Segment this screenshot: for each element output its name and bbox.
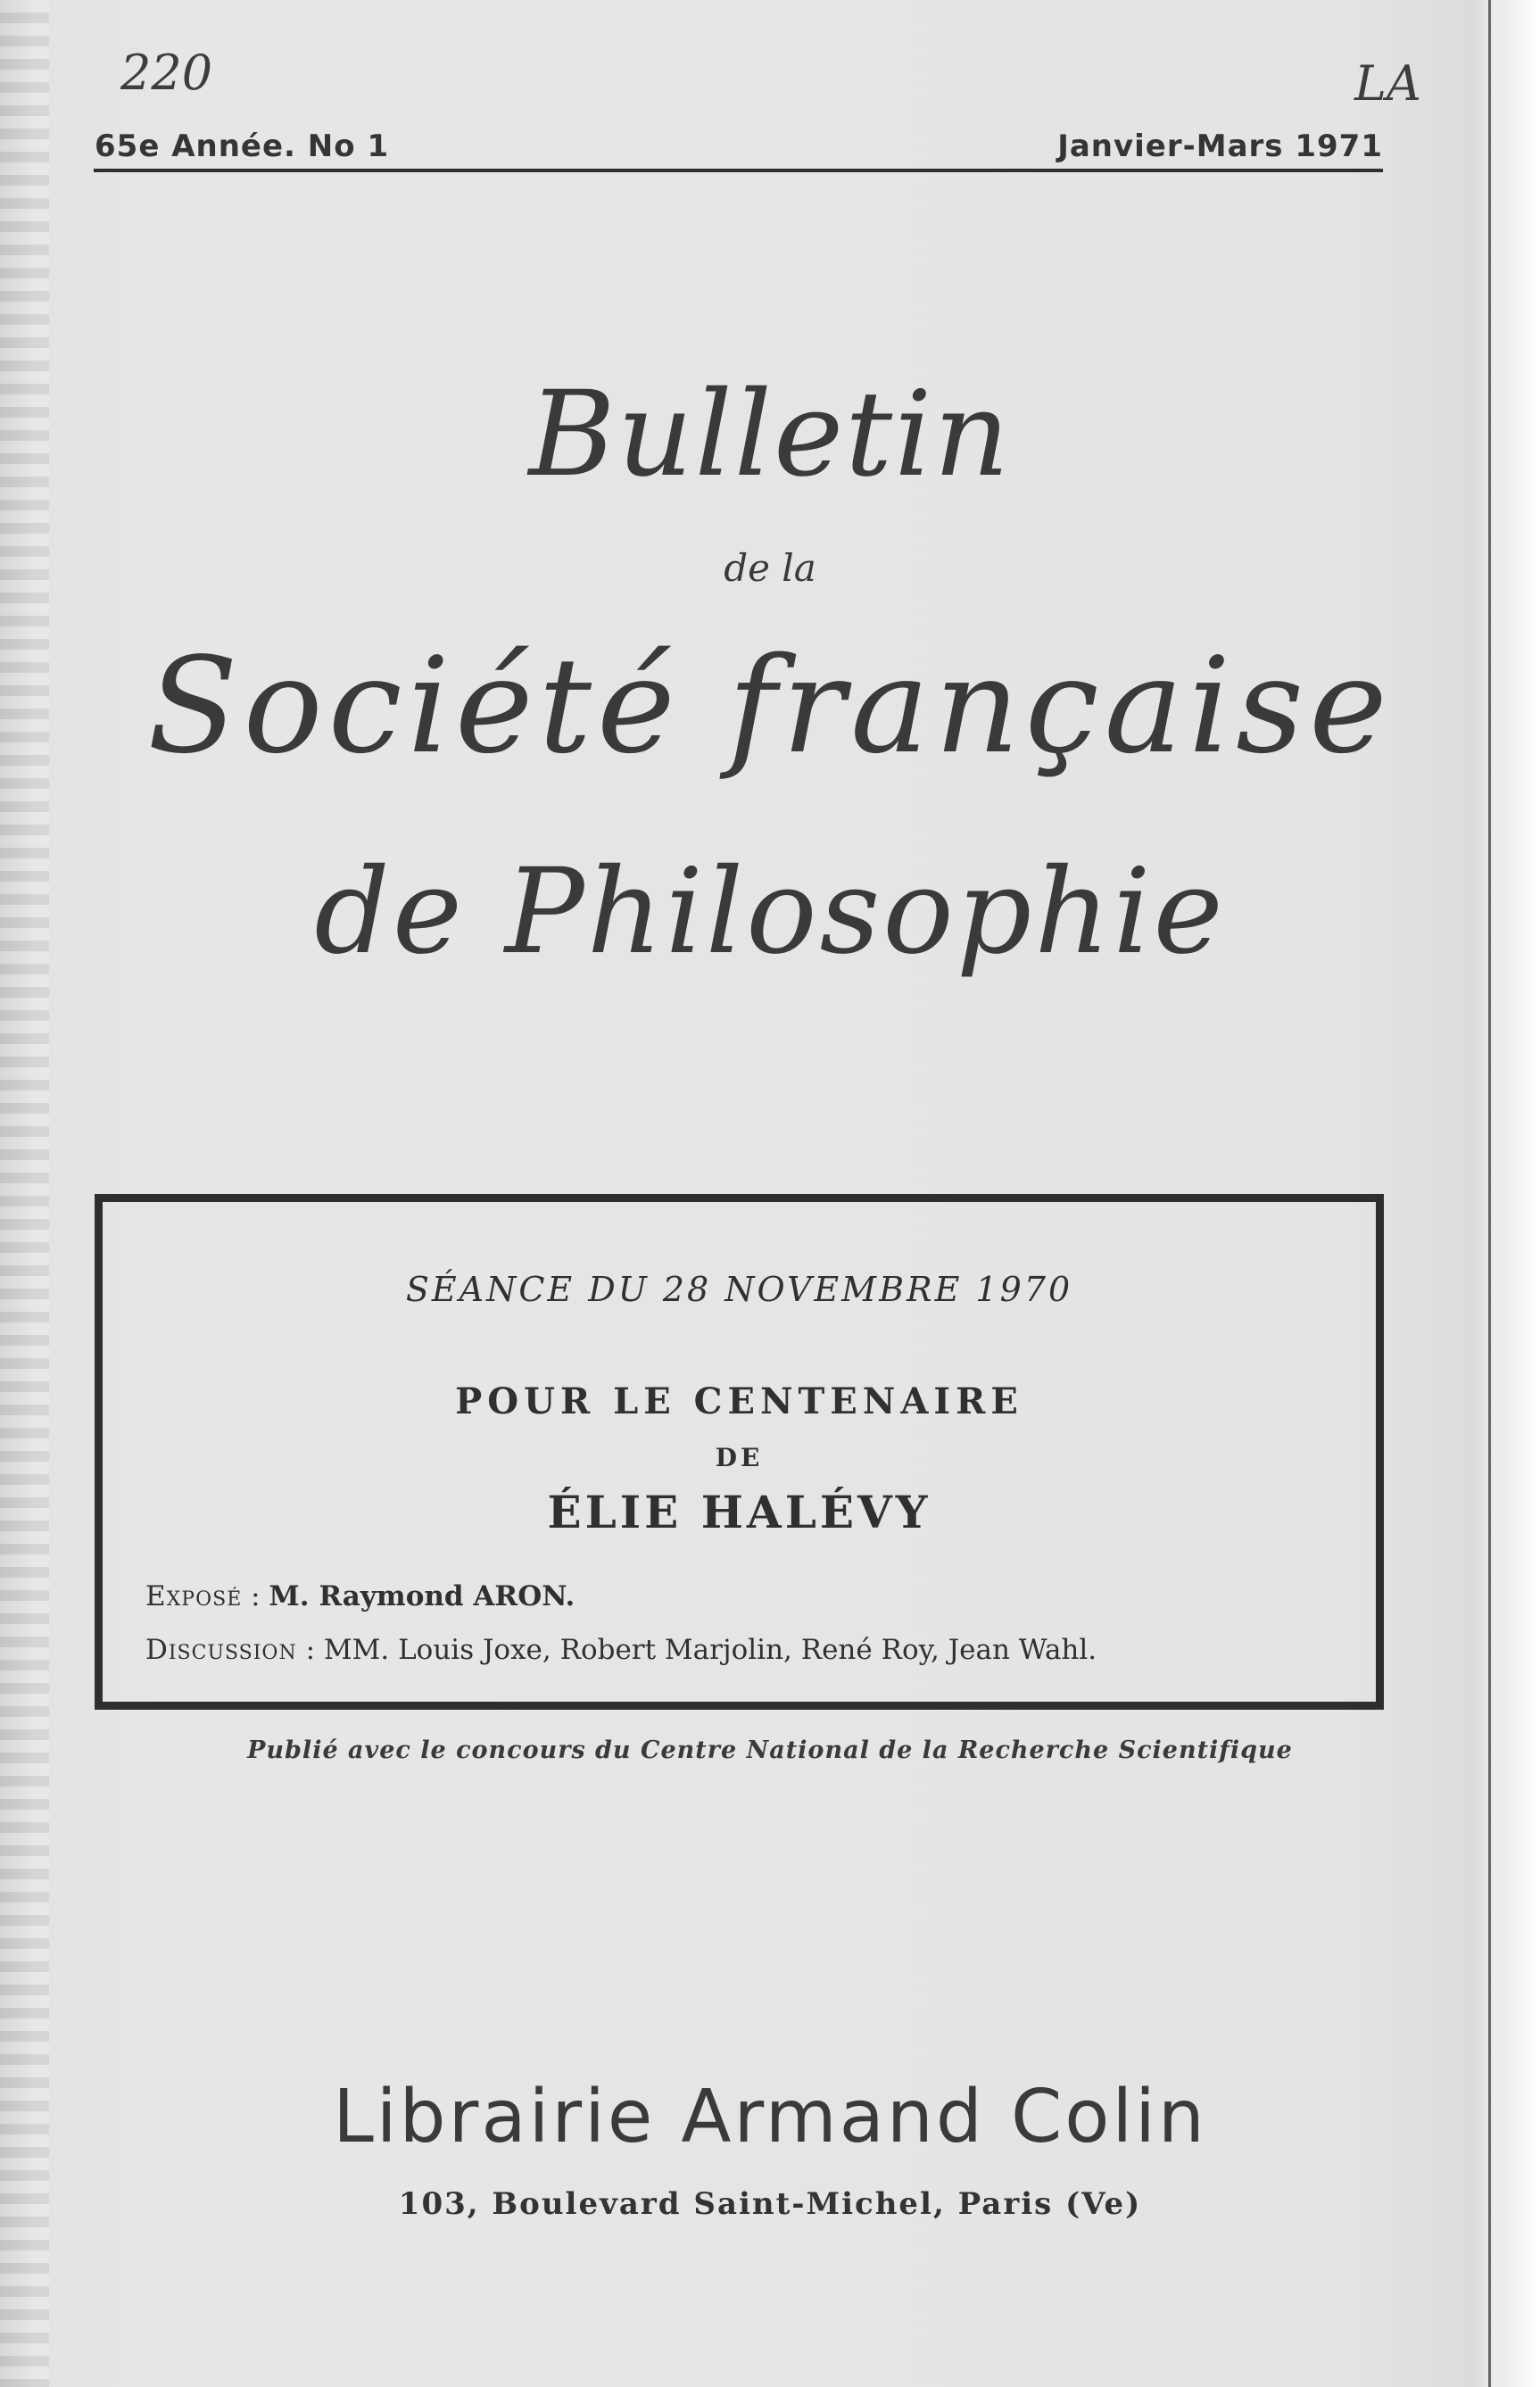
title-bulletin: Bulletin bbox=[528, 366, 1012, 503]
session-box bbox=[95, 1194, 1384, 1710]
page-edge bbox=[1488, 0, 1491, 2387]
handwritten-note-left: 220 bbox=[120, 45, 213, 101]
expose-label: Exposé bbox=[145, 1580, 243, 1612]
header-rule bbox=[94, 169, 1383, 172]
binding-edge bbox=[0, 0, 49, 2387]
session-heading-de: DE bbox=[715, 1443, 764, 1472]
publisher-name: Librairie Armand Colin bbox=[333, 2075, 1207, 2159]
issue-number: 65e Année. No 1 bbox=[95, 128, 390, 164]
sponsor-note: Publié avec le concours du Centre National de la Recherche Scientifique bbox=[247, 1736, 1293, 1764]
handwritten-note-right: LA bbox=[1354, 55, 1421, 112]
discussion-credit bbox=[145, 1634, 1097, 1666]
discussion-separator: : bbox=[296, 1634, 324, 1666]
title-de-la: de la bbox=[724, 546, 816, 590]
title-de-philosophie: de Philosophie bbox=[314, 843, 1226, 981]
discussion-label: Discussion bbox=[145, 1634, 297, 1666]
expose-separator: : bbox=[242, 1580, 269, 1612]
issue-date: Janvier-Mars 1971 bbox=[1057, 128, 1383, 164]
publisher-address: 103, Boulevard Saint-Michel, Paris (Ve) bbox=[398, 2186, 1142, 2222]
expose-credit bbox=[145, 1580, 575, 1612]
title-societe-francaise: Société française bbox=[147, 629, 1393, 783]
session-heading: POUR LE CENTENAIRE bbox=[455, 1380, 1023, 1422]
expose-value: M. Raymond ARON. bbox=[269, 1580, 575, 1612]
session-subject: ÉLIE HALÉVY bbox=[547, 1486, 931, 1538]
discussion-value: MM. Louis Joxe, Robert Marjolin, René Roy, Jean Wahl. bbox=[323, 1634, 1097, 1666]
session-date: SÉANCE DU 28 NOVEMBRE 1970 bbox=[405, 1270, 1073, 1309]
